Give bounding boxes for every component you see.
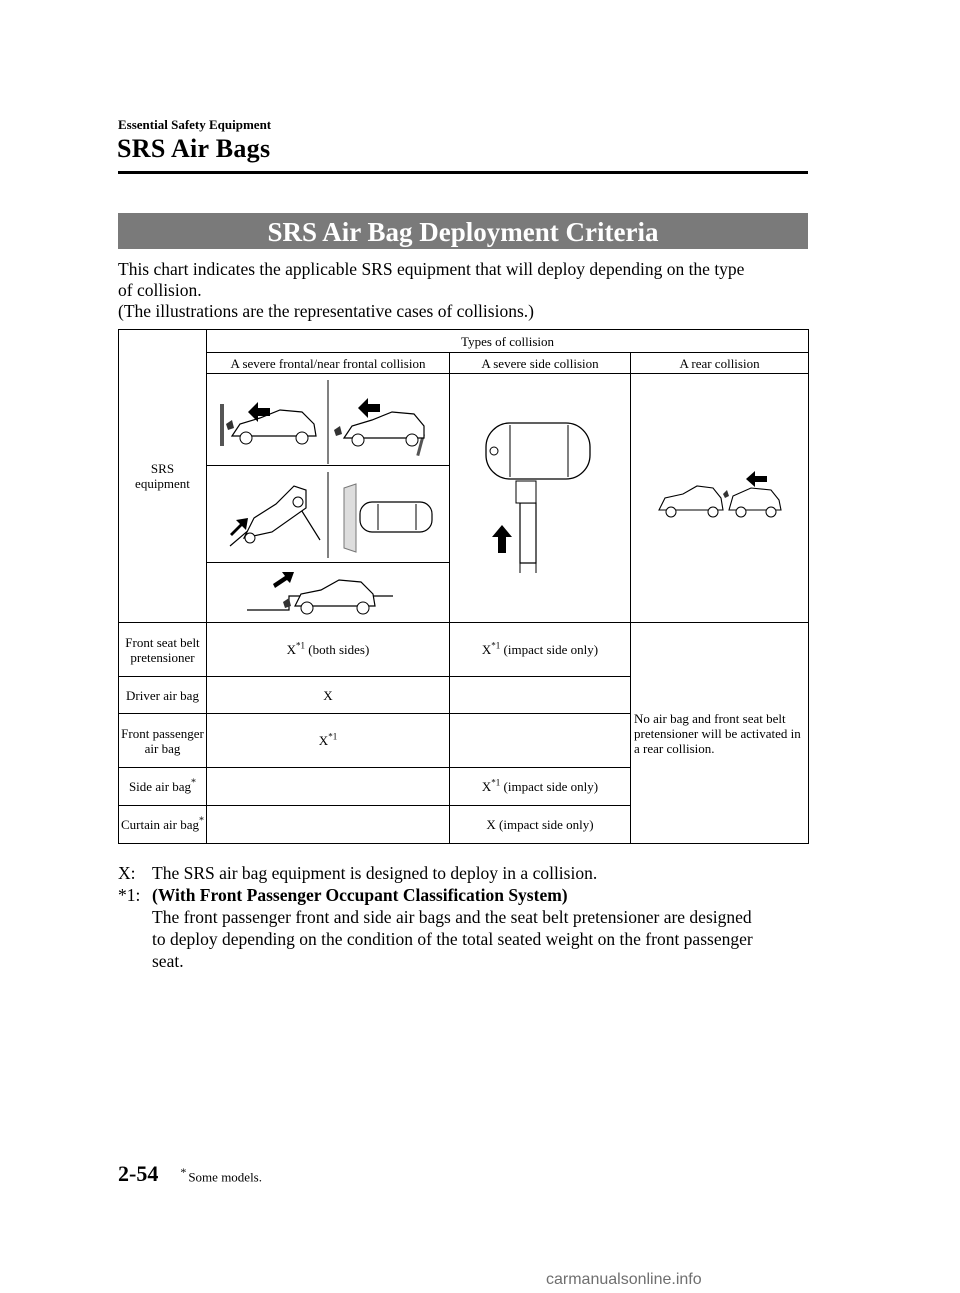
- intro-line-2: of collision.: [118, 280, 202, 300]
- intro-line-1: This chart indicates the applicable SRS equipment that will deploy depending on the type: [118, 259, 745, 279]
- frontal-collision-illustration-top: [210, 376, 446, 464]
- frontal-illustration-1: [207, 374, 450, 466]
- page-number: 2-54: [118, 1161, 159, 1186]
- header-rule: [118, 171, 808, 174]
- frontal-collision-illustration-bottom: [243, 566, 413, 620]
- intro-text: [118, 259, 818, 322]
- cell-pretensioner-side: $X^{*1}$ (impact side only): [450, 623, 631, 677]
- some-models-star-icon: *: [191, 777, 197, 789]
- note-x: X: The SRS air bag equipment is designed to deploy in a collision.: [118, 863, 598, 883]
- cell-passenger-side: [450, 714, 631, 768]
- watermark: carmanualsonline.info: [546, 1271, 702, 1288]
- row-label-side-air-bag: Side air bag*: [119, 768, 207, 806]
- cell-driver-side: [450, 677, 631, 714]
- page-footer: [118, 1161, 262, 1187]
- cell-side-bag-frontal: [207, 768, 450, 806]
- cell-pretensioner-frontal: $X^{*1}$ (both sides): [207, 623, 450, 677]
- row-label-front-passenger-air-bag: Front passenger air bag: [119, 714, 207, 768]
- rear-collision-header: A rear collision: [631, 353, 809, 374]
- some-models-footnote: * Some models.: [180, 1164, 262, 1184]
- row-label-seat-belt-pretensioner: Front seat belt pretensioner: [119, 623, 207, 677]
- table-notes: [118, 862, 818, 972]
- frontal-collision-illustration-middle: [210, 468, 446, 560]
- cell-side-bag-side: $X^{*1}$ (impact side only): [450, 768, 631, 806]
- footnote-star-icon: *: [180, 1164, 187, 1179]
- rear-collision-note: No air bag and front seat belt pretensioner will be activated in a rear collision.: [631, 623, 809, 844]
- note-1: *1: (With Front Passenger Occupant Classification System): [118, 885, 568, 905]
- side-collision-header: A severe side collision: [450, 353, 631, 374]
- side-collision-illustration-cell: [450, 374, 631, 623]
- rear-collision-illustration-cell: [631, 374, 809, 623]
- note-1-line-1: The front passenger front and side air bags and the seat belt pretensioner are designed: [152, 907, 752, 927]
- row-label-curtain-air-bag: Curtain air bag*: [119, 806, 207, 844]
- row-label-driver-air-bag: Driver air bag: [119, 677, 207, 714]
- rear-collision-illustration: [655, 468, 785, 528]
- note-1-line-2: to deploy depending on the condition of the total seated weight on the front passenger: [152, 929, 753, 949]
- frontal-illustration-2: [207, 466, 450, 563]
- note-1-line-3: seat.: [152, 951, 184, 971]
- cell-curtain-frontal: [207, 806, 450, 844]
- types-of-collision-header: Types of collision: [207, 330, 809, 353]
- cell-driver-frontal: X: [207, 677, 450, 714]
- section-label: Essential Safety Equipment: [118, 117, 272, 132]
- side-collision-illustration: [480, 403, 600, 593]
- some-models-star-icon: *: [198, 815, 204, 827]
- chapter-title: SRS Air Bags: [117, 134, 271, 163]
- deployment-criteria-table: [118, 329, 809, 844]
- intro-line-3: (The illustrations are the representative cases of collisions.): [118, 301, 534, 321]
- frontal-collision-header: A severe frontal/near frontal collision: [207, 353, 450, 374]
- banner-title: SRS Air Bag Deployment Criteria: [118, 213, 808, 249]
- srs-equipment-header: SRS equipment: [119, 330, 207, 623]
- cell-curtain-side: X (impact side only): [450, 806, 631, 844]
- cell-passenger-frontal: $X^{*1}$: [207, 714, 450, 768]
- frontal-illustration-3: [207, 563, 450, 623]
